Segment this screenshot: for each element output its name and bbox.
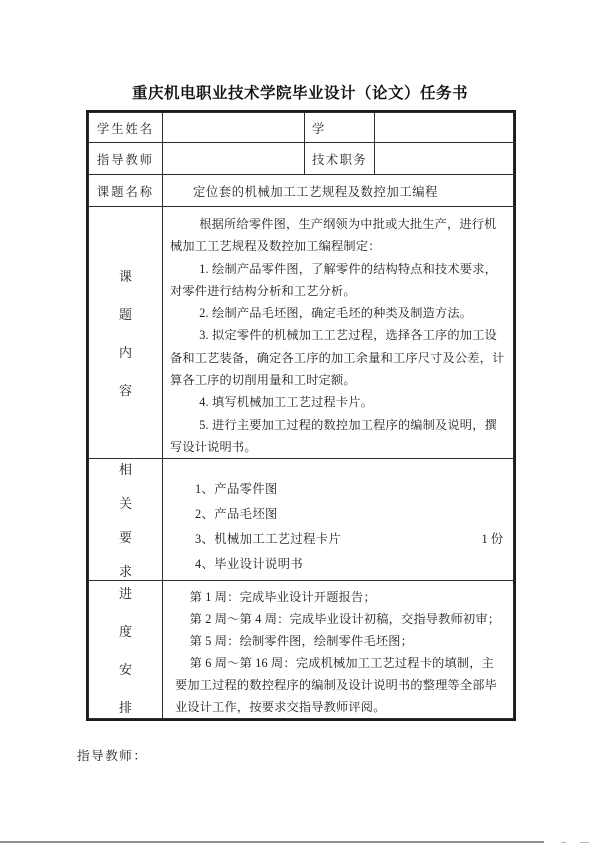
- requirements-row: [89, 459, 514, 581]
- schedule-section-label: [89, 581, 163, 719]
- requirement-item: [195, 527, 503, 552]
- technical-title-label: 技术职务: [305, 143, 375, 175]
- advisor-value-cell: [163, 143, 305, 175]
- content-label-char: 内: [118, 345, 132, 361]
- content-paragraph: 1. 绘制产品零件图，了解零件的结构特点和技术要求，对零件进行结构分析和工艺分析。: [170, 261, 497, 298]
- requirement-text: 4、毕业设计说明书: [195, 556, 304, 571]
- topic-name-label: 课题名称: [89, 175, 163, 207]
- schedule-label-char: 排: [118, 700, 132, 716]
- requirements-section-label: [89, 459, 163, 581]
- content-text-cell: [163, 207, 514, 459]
- schedule-paragraph: 第 2 周～第 4 周：完成毕业设计初稿，交指导教师初审；: [189, 612, 501, 627]
- advisor-label: 指导教师: [89, 143, 163, 175]
- advisor-row: [89, 143, 514, 175]
- content-section-label: [89, 207, 163, 459]
- requirement-text: 2、产品毛坯图: [195, 506, 278, 521]
- requirement-item: [195, 552, 503, 577]
- student-id-value-cell: [375, 113, 514, 143]
- requirement-text: 1、产品零件图: [195, 481, 278, 496]
- requirement-text: 3、机械加工工艺过程卡片: [195, 531, 342, 546]
- content-paragraph: 2. 绘制产品毛坯图，确定毛坯的种类及制造方法。: [199, 306, 473, 321]
- requirements-label-char: 求: [118, 564, 132, 580]
- task-table: [86, 110, 516, 721]
- schedule-text-cell: [163, 581, 514, 719]
- schedule-label-char: 度: [118, 624, 132, 640]
- schedule-label-char: 安: [118, 662, 132, 678]
- student-name-value-cell: [163, 113, 305, 143]
- requirements-list-cell: [163, 459, 514, 581]
- requirements-label-char: 相: [118, 462, 132, 478]
- content-label-char: 容: [118, 383, 132, 399]
- requirement-item: [195, 477, 503, 502]
- requirements-label-char: 要: [118, 530, 132, 546]
- topic-row: [89, 175, 514, 207]
- topic-name-value: 定位套的机械加工工艺规程及数控加工编程: [163, 175, 514, 207]
- advisor-signature-label: 指导教师：: [77, 749, 148, 763]
- content-paragraph: 根据所给零件图，生产纲领为中批或大批生产，进行机械加工工艺规程及数控加工编程制定：: [170, 217, 497, 254]
- page-edge-dot: [580, 842, 589, 843]
- requirement-count: 1 份: [481, 531, 503, 546]
- content-label-char: 题: [118, 307, 132, 323]
- page-title: 重庆机电职业技术学院毕业设计（论文）任务书: [131, 85, 468, 102]
- content-row: [89, 207, 514, 459]
- content-label-char: 课: [118, 269, 132, 285]
- schedule-row: [89, 581, 514, 719]
- schedule-label-char: 进: [118, 586, 132, 602]
- content-paragraph: 4. 填写机械加工工艺过程卡片。: [199, 395, 374, 410]
- content-paragraph: 5. 进行主要加工过程的数控加工程序的编制及说明，撰写设计说明书。: [170, 417, 497, 454]
- technical-title-value-cell: [375, 143, 514, 175]
- student-id-label: 学: [305, 113, 375, 143]
- schedule-paragraph: 第 6 周～第 16 周：完成机械加工工艺过程卡的填制，主要加工过程的数控程序的编制及设计说明书的整理等全部毕业设计工作，按要求交指导教师评阅。: [175, 656, 498, 715]
- requirement-item: [195, 502, 503, 527]
- schedule-paragraph: 第 1 周：完成毕业设计开题报告；: [189, 590, 376, 605]
- page-edge-dot: [561, 842, 566, 843]
- schedule-paragraph: 第 5 周：绘制零件图，绘制零件毛坯图；: [189, 634, 413, 649]
- page-edge-line: [0, 841, 544, 843]
- requirements-label-char: 关: [118, 496, 132, 512]
- student-name-label: 学生姓名: [89, 113, 163, 143]
- content-paragraph: 3. 拟定零件的机械加工工艺过程，选择各工序的加工设备和工艺装备，确定各工序的加工余量和工序尺寸及公差，计算各工序的切削用量和工时定额。: [170, 328, 505, 388]
- student-row: [89, 113, 514, 143]
